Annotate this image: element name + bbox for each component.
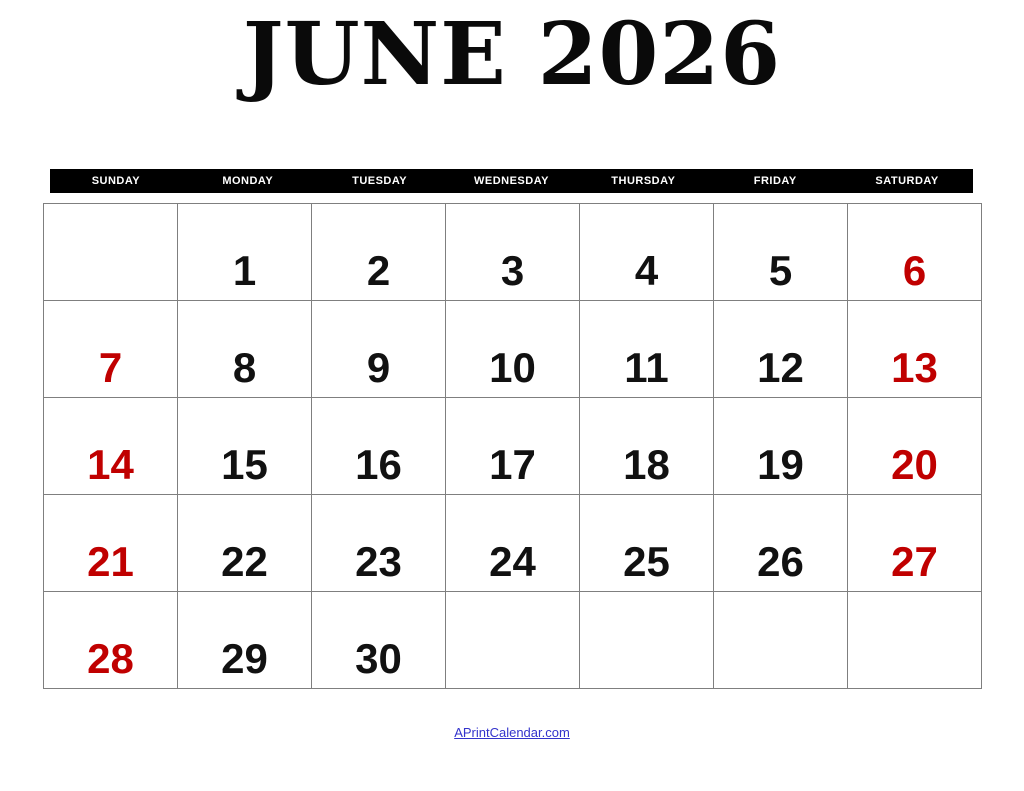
day-cell-14: 14	[44, 398, 178, 495]
day-cell-19: 19	[714, 398, 848, 495]
day-cell-17: 17	[446, 398, 580, 495]
weekday-label-monday: MONDAY	[222, 174, 274, 187]
weekday-label-sunday: SUNDAY	[91, 174, 141, 187]
day-cell-27: 27	[848, 495, 982, 592]
empty-cell	[848, 592, 982, 689]
empty-cell	[446, 592, 580, 689]
weekday-label-thursday: THURSDAY	[611, 174, 676, 187]
empty-cell	[714, 592, 848, 689]
day-cell-23: 23	[312, 495, 446, 592]
calendar-grid	[43, 203, 982, 689]
day-cell-6: 6	[848, 204, 982, 301]
day-cell-26: 26	[714, 495, 848, 592]
day-cell-25: 25	[580, 495, 714, 592]
day-cell-29: 29	[178, 592, 312, 689]
day-cell-15: 15	[178, 398, 312, 495]
weekday-label-wednesday: WEDNESDAY	[473, 174, 549, 187]
day-cell-7: 7	[44, 301, 178, 398]
day-cell-10: 10	[446, 301, 580, 398]
empty-cell	[580, 592, 714, 689]
day-cell-12: 12	[714, 301, 848, 398]
day-cell-22: 22	[178, 495, 312, 592]
day-cell-5: 5	[714, 204, 848, 301]
day-cell-28: 28	[44, 592, 178, 689]
day-cell-13: 13	[848, 301, 982, 398]
weekday-label-tuesday: TUESDAY	[352, 174, 408, 187]
day-cell-30: 30	[312, 592, 446, 689]
day-cell-4: 4	[580, 204, 714, 301]
day-cell-11: 11	[580, 301, 714, 398]
empty-cell	[44, 204, 178, 301]
page-title: JUNE 2026	[242, 4, 782, 105]
day-cell-1: 1	[178, 204, 312, 301]
day-cell-2: 2	[312, 204, 446, 301]
weekday-label-saturday: SATURDAY	[875, 174, 939, 187]
day-cell-20: 20	[848, 398, 982, 495]
day-cell-3: 3	[446, 204, 580, 301]
day-cell-18: 18	[580, 398, 714, 495]
footer	[0, 724, 1024, 742]
weekday-header-bar	[50, 169, 973, 193]
day-cell-24: 24	[446, 495, 580, 592]
day-cell-9: 9	[312, 301, 446, 398]
day-cell-21: 21	[44, 495, 178, 592]
day-cell-8: 8	[178, 301, 312, 398]
footer-link[interactable]: APrintCalendar.com	[454, 725, 570, 740]
weekday-label-friday: FRIDAY	[753, 174, 797, 187]
day-cell-16: 16	[312, 398, 446, 495]
